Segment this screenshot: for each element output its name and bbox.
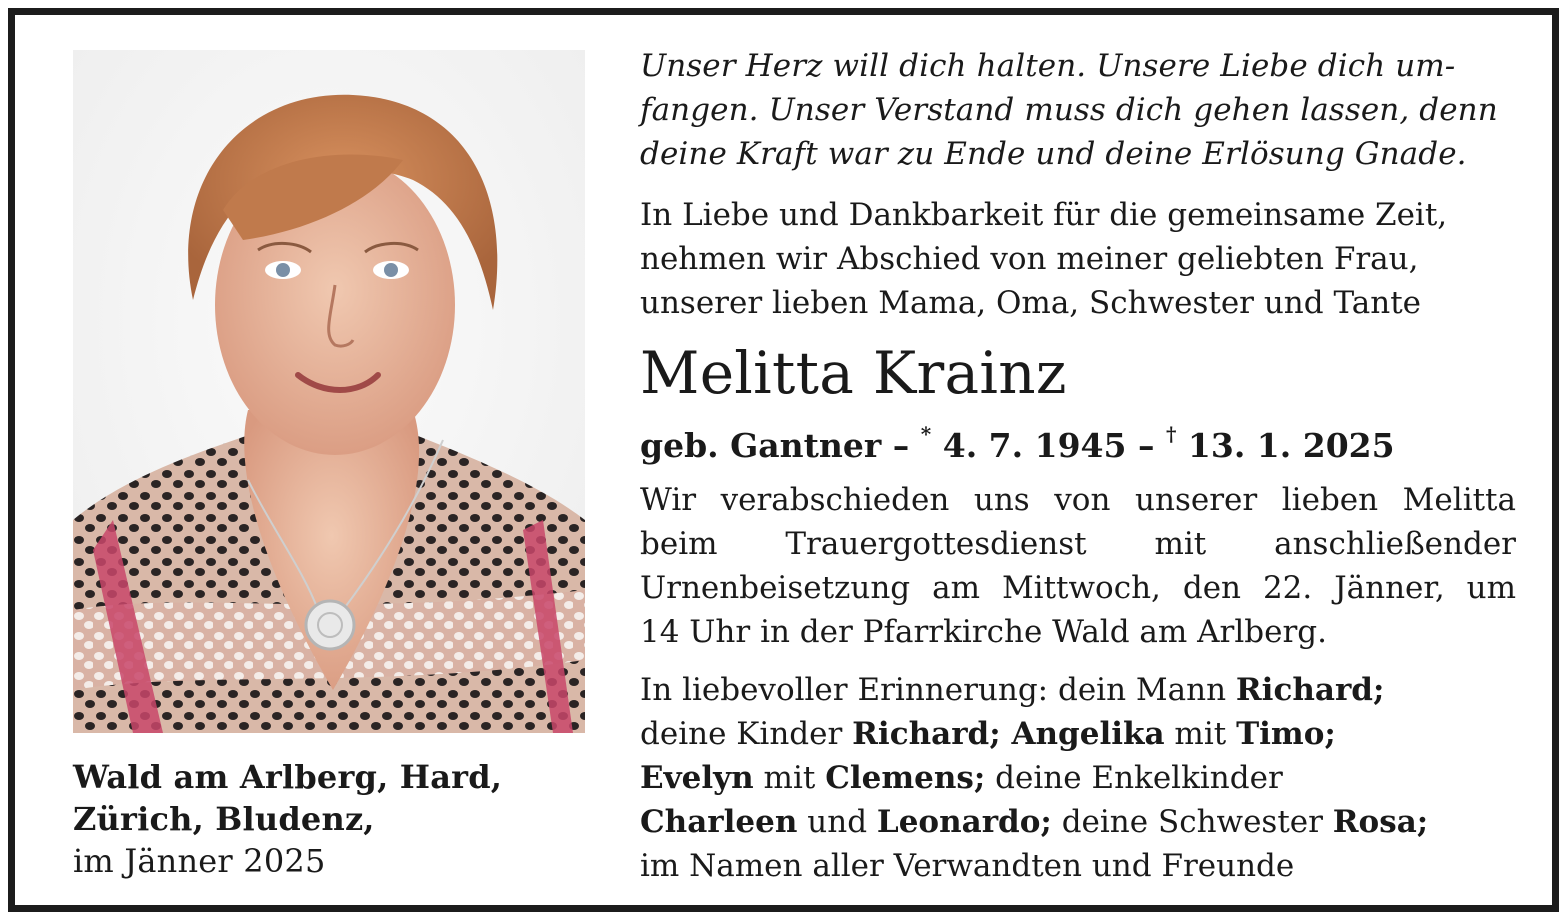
family-text: mit <box>1164 716 1237 752</box>
family-name: Leonardo; <box>876 804 1052 840</box>
birth-date: 4. 7. 1945 <box>931 426 1127 465</box>
family-text: mit <box>753 760 826 796</box>
family-name: Rosa; <box>1332 804 1429 840</box>
deceased-name: Melitta Krainz <box>640 339 1067 407</box>
death-date: 13. 1. 2025 <box>1176 426 1395 465</box>
family-line-5: im Namen aller Verwandten und Freunde <box>640 848 1295 884</box>
family-name: Timo; <box>1236 716 1336 752</box>
family-line-4 <box>640 800 1520 844</box>
intro-line-3: unserer lieben Mama, Oma, Schwester und Tante <box>640 285 1421 321</box>
maiden-name: geb. Gantner <box>640 426 882 465</box>
family-text: In liebevoller Erinnerung: dein Mann <box>640 672 1236 708</box>
family-line-2 <box>640 712 1520 756</box>
family-text: deine Enkelkinder <box>985 760 1283 796</box>
intro-line-2: nehmen wir Abschied von meiner geliebten Frau, <box>640 241 1419 277</box>
place-line-2: Zürich, Bludenz, <box>73 800 375 838</box>
service-line-4: 14 Uhr in der Pfarrkirche Wald am Arlberg. <box>640 614 1327 650</box>
quote-line-1: Unser Herz will dich halten. Unsere Liebe dich um- <box>640 48 1456 84</box>
quote-line-3: deine Kraft war zu Ende und deine Erlösung Gnade. <box>640 136 1467 172</box>
mourners-list <box>640 668 1520 888</box>
poem-quote <box>640 44 1520 176</box>
farewell-intro <box>640 193 1520 325</box>
family-name: Charleen <box>640 804 798 840</box>
family-text: und <box>797 804 877 840</box>
family-line-1 <box>640 668 1520 712</box>
place-line-1: Wald am Arlberg, Hard, <box>73 758 503 796</box>
family-name: Clemens; <box>825 760 986 796</box>
intro-line-1: In Liebe und Dankbarkeit für die gemeinsame Zeit, <box>640 197 1448 233</box>
family-name: Evelyn <box>640 760 754 796</box>
death-cross-icon: † <box>1165 422 1177 446</box>
dash: – <box>881 426 921 465</box>
place-line-3: im Jänner 2025 <box>73 842 326 880</box>
dash: – <box>1126 426 1166 465</box>
birth-star-icon: * <box>920 422 932 446</box>
family-text: deine Kinder <box>640 716 853 752</box>
service-line-1: Wir verabschieden uns von unserer lieben Melitta <box>640 482 1516 518</box>
place-and-date <box>73 756 593 882</box>
quote-line-2: fangen. Unser Verstand muss dich gehen lassen, denn <box>640 92 1498 128</box>
family-name: Richard; Angelika <box>852 716 1165 752</box>
life-dates <box>640 416 1520 468</box>
family-text: deine Schwester <box>1051 804 1333 840</box>
family-name: Richard; <box>1235 672 1385 708</box>
service-announcement <box>640 478 1516 654</box>
family-line-3 <box>640 756 1520 800</box>
service-line-2: beim Trauergottesdienst mit anschließender <box>640 526 1516 562</box>
service-line-3: Urnenbeisetzung am Mittwoch, den 22. Jänner, um <box>640 570 1516 606</box>
portrait-photo <box>73 50 585 733</box>
